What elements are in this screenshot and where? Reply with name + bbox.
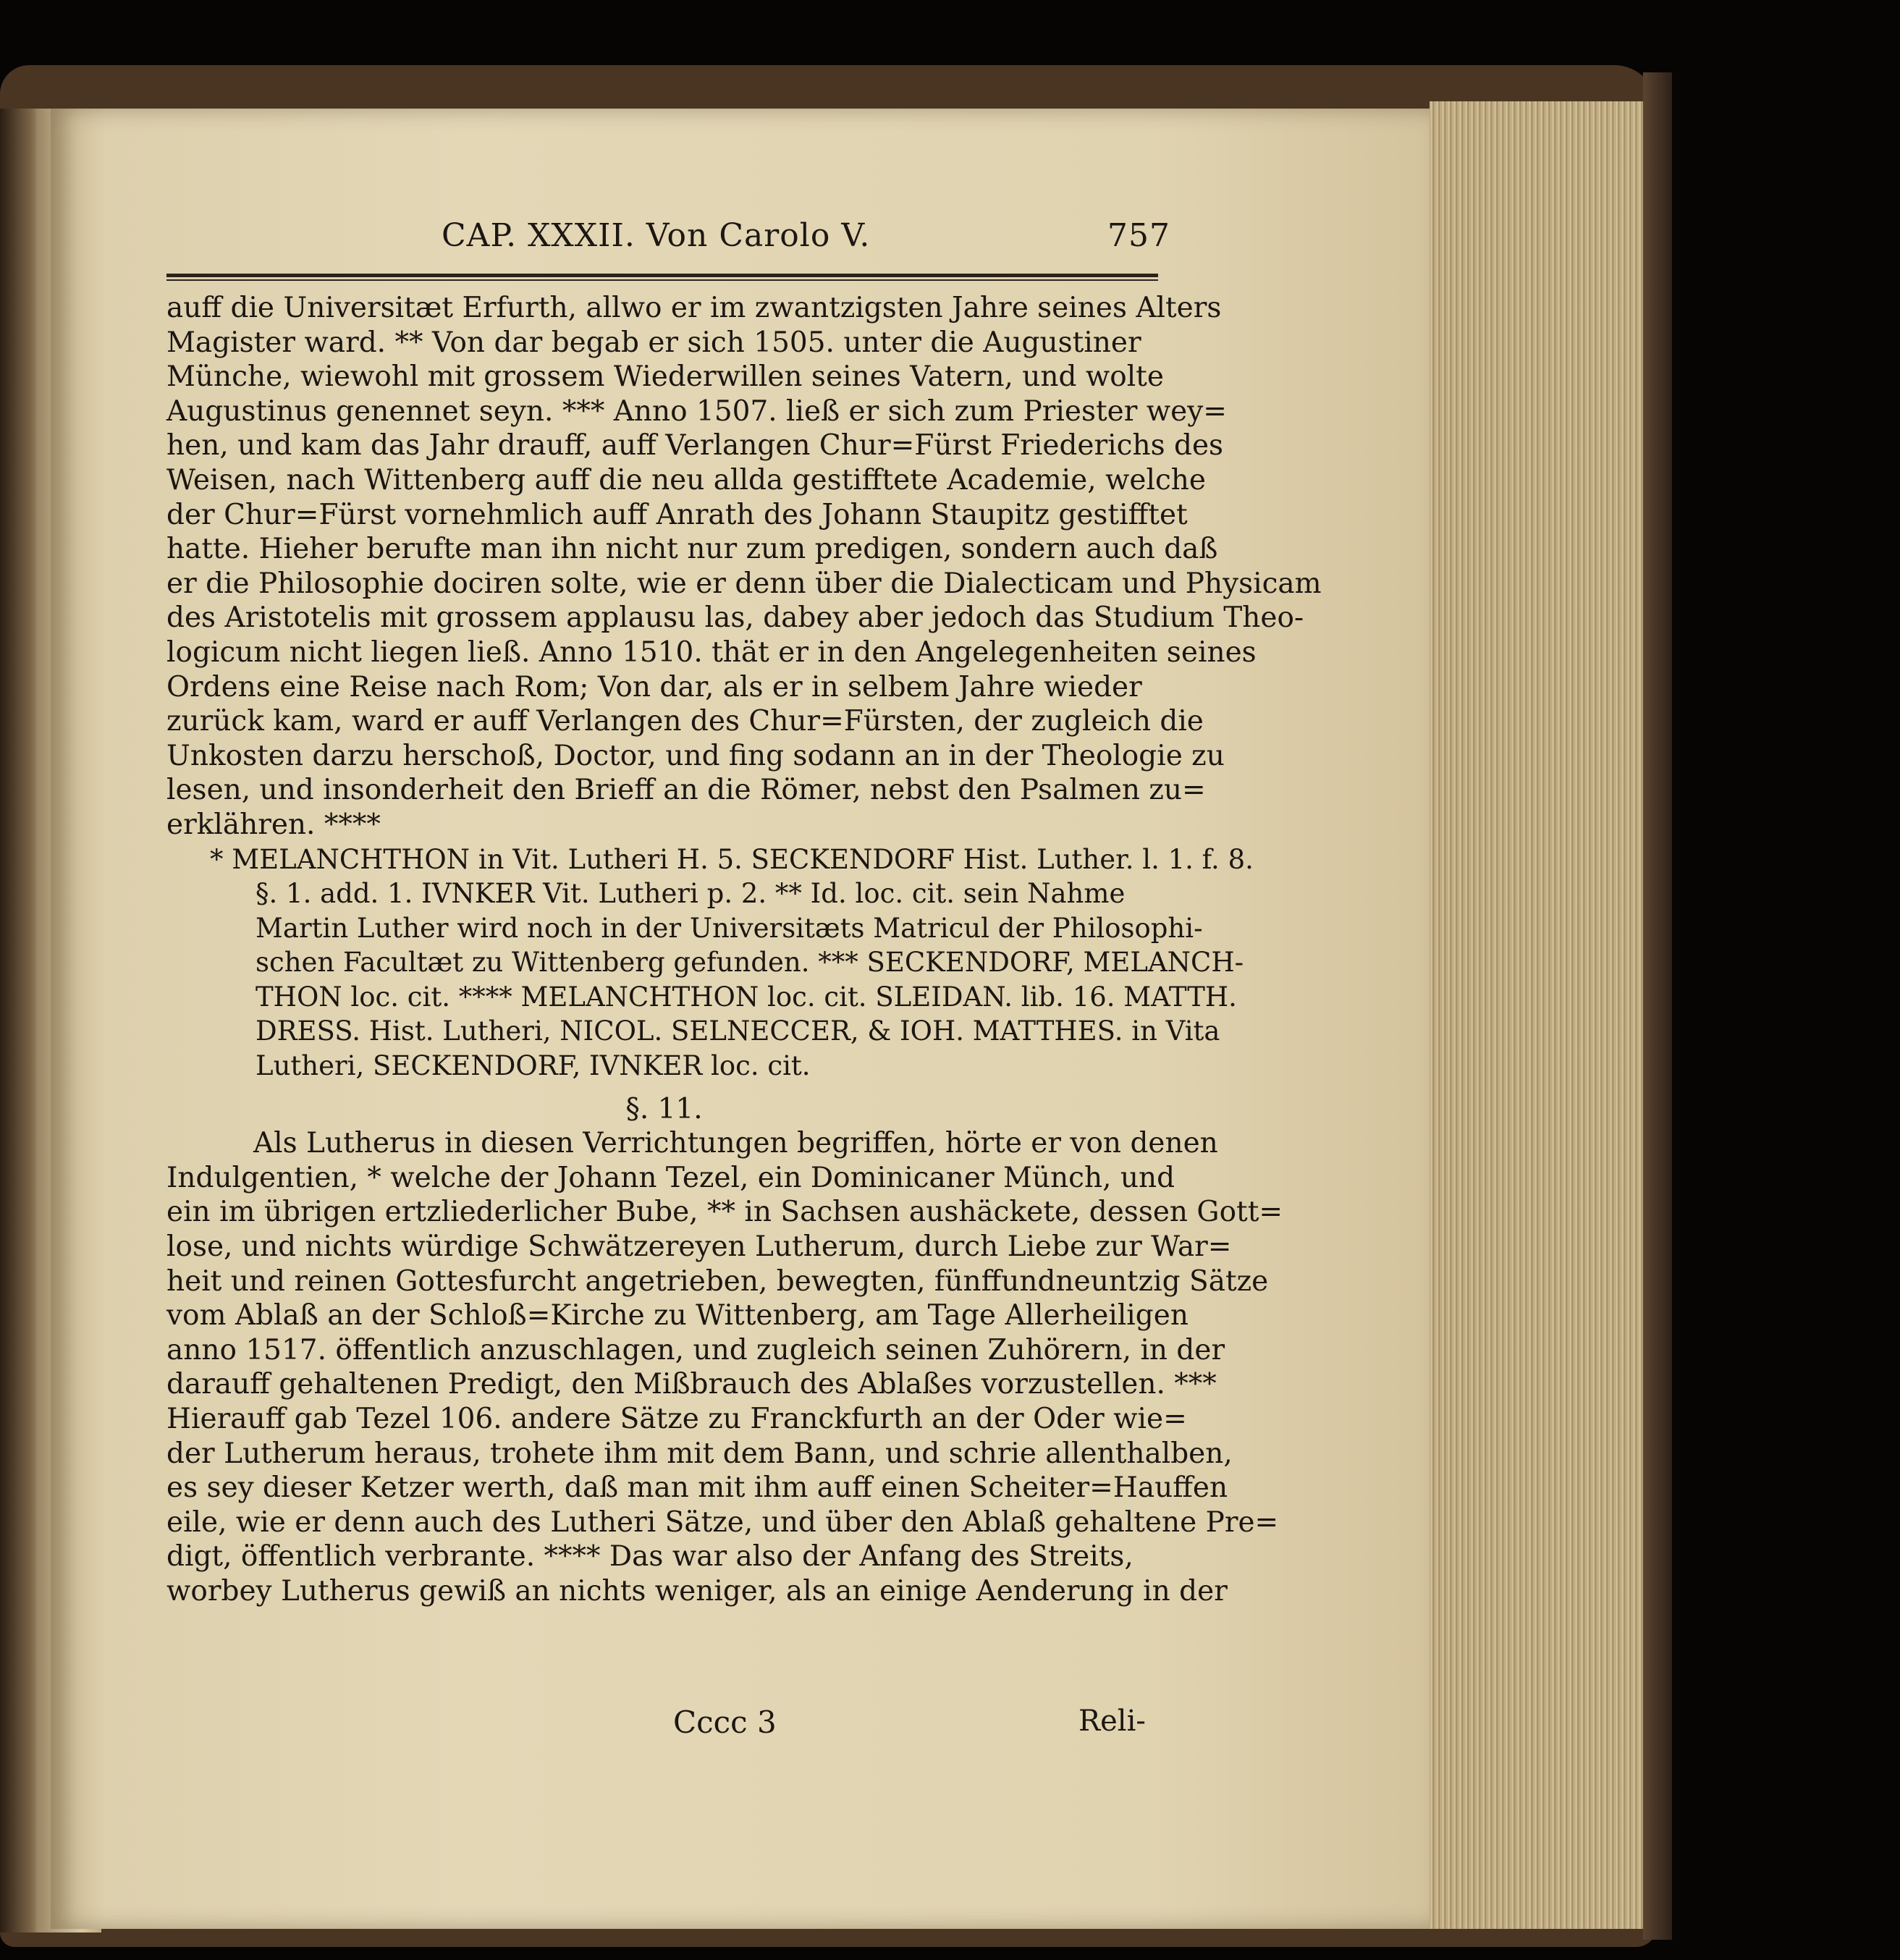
text-line: auff die Universitæt Erfurth, allwo er im zwantzigsten Jahre seines Alters [166,292,1222,324]
footnote-line: Martin Luther wird noch in der Universitæts Matricul der Philosophi- [256,912,1203,944]
page-edges [1430,101,1647,1929]
text-line: Weisen, nach Wittenberg auff die neu allda gestifftete Academie, welche [166,463,1206,497]
text-line: ein im übrigen ertzliederlicher Bube, ** in Sachsen aushäckete, dessen Gott= [166,1196,1283,1229]
footnote-line: §. 1. add. 1. IVNKER Vit. Lutheri p. 2. ** Id. loc. cit. sein Nahme [256,878,1126,910]
signature-mark: Cccc 3 [673,1705,777,1740]
text-line: zurück kam, ward er auff Verlangen des Chur=Fürsten, der zugleich die [166,705,1204,738]
text-line: der Chur=Fürst vornehmlich auff Anrath des Johann Staupitz gestifftet [166,498,1188,531]
text-line: worbey Lutherus gewiß an nichts weniger, als an einige Aenderung in der [166,1574,1228,1608]
text-line: Als Lutherus in diesen Verrichtungen begriffen, hörte er von denen [253,1127,1218,1160]
footnote-line: * MELANCHTHON in Vit. Lutheri H. 5. SECKENDORF Hist. Luther. l. 1. f. 8. [210,843,1254,875]
text-line: Indulgentien, * welche der Johann Tezel, ein Dominicaner Münch, und [166,1161,1175,1194]
text-line: er die Philosophie dociren solte, wie er denn über die Dialecticam und Physicam [166,567,1322,600]
text-line: logicum nicht liegen ließ. Anno 1510. thät er in den Angelegenheiten seines [166,635,1257,669]
text-line: anno 1517. öffentlich anzuschlagen, und zugleich seinen Zuhörern, in der [166,1333,1225,1366]
text-line: Münche, wiewohl mit grossem Wiederwillen seines Vatern, und wolte [166,360,1164,394]
section-text [166,1126,1283,1608]
catchword: Reli- [1078,1705,1146,1738]
text-line: Ordens eine Reise nach Rom; Von dar, als er in selbem Jahre wieder [166,670,1142,704]
footnotes [166,842,1254,1084]
header-rule [166,274,1158,277]
text-line: es sey dieser Ketzer werth, daß man mit ihm auff einen Scheiter=Hauffen [166,1471,1228,1505]
text-line: lose, und nichts würdige Schwätzereyen Lutherum, durch Liebe zur War= [166,1230,1232,1264]
text-line: der Lutherum heraus, trohete ihm mit dem Bann, und schrie allenthalben, [166,1437,1233,1470]
running-header [166,217,1170,261]
text-line: darauff gehaltenen Predigt, den Mißbrauch des Ablaßes vorzustellen. *** [166,1368,1217,1401]
footnote-line: schen Facultæt zu Wittenberg gefunden. *** SECKENDORF, MELANCH- [256,947,1244,979]
page-number: 757 [1107,217,1170,254]
text-line: vom Ablaß an der Schloß=Kirche zu Wittenberg, am Tage Allerheiligen [166,1299,1188,1332]
footnote-line: DRESS. Hist. Lutheri, NICOL. SELNECCER, & IOH. MATTHES. in Vita [256,1015,1220,1047]
text-line: lesen, und insonderheit den Brieff an die Römer, nebst den Psalmen zu= [166,774,1206,807]
main-text [166,291,1322,842]
text-line: des Aristotelis mit grossem applausu las, dabey aber jedoch das Studium Theo- [166,601,1304,635]
chapter-title: CAP. XXXII. Von Carolo V. [442,217,871,254]
footnote-line: Lutheri, SECKENDORF, IVNKER loc. cit. [256,1050,811,1082]
text-line: Hierauff gab Tezel 106. andere Sätze zu Franckfurth an der Oder wie= [166,1403,1187,1435]
back-cover-edge [1643,72,1672,1940]
text-line: Magister ward. ** Von dar begab er sich 1505. unter die Augustiner [166,326,1141,359]
text-line: eile, wie er denn auch des Lutheri Sätze, und über den Ablaß gehaltene Pre= [166,1505,1279,1539]
text-line: Augustinus genennet seyn. *** Anno 1507. ließ er sich zum Priester wey= [166,394,1227,428]
text-line: hen, und kam das Jahr drauff, auff Verlangen Chur=Fürst Friederichs des [166,429,1224,462]
text-line: heit und reinen Gottesfurcht angetrieben, bewegten, fünffundneuntzig Sätze [166,1264,1269,1298]
text-line: Unkosten darzu herschoß, Doctor, und fing sodann an in der Theologie zu [166,739,1225,772]
text-line: erklähren. **** [166,808,381,841]
header-rule-thin [166,279,1158,281]
text-line: hatte. Hieher berufte man ihn nicht nur zum predigen, sondern auch daß [166,533,1218,566]
page-body [166,291,1322,1609]
section-heading: §. 11. [625,1092,703,1125]
footnote-line: THON loc. cit. **** MELANCHTHON loc. cit. SLEIDAN. lib. 16. MATTH. [256,981,1237,1013]
text-line: digt, öffentlich verbrante. **** Das war also der Anfang des Streits, [166,1540,1133,1574]
